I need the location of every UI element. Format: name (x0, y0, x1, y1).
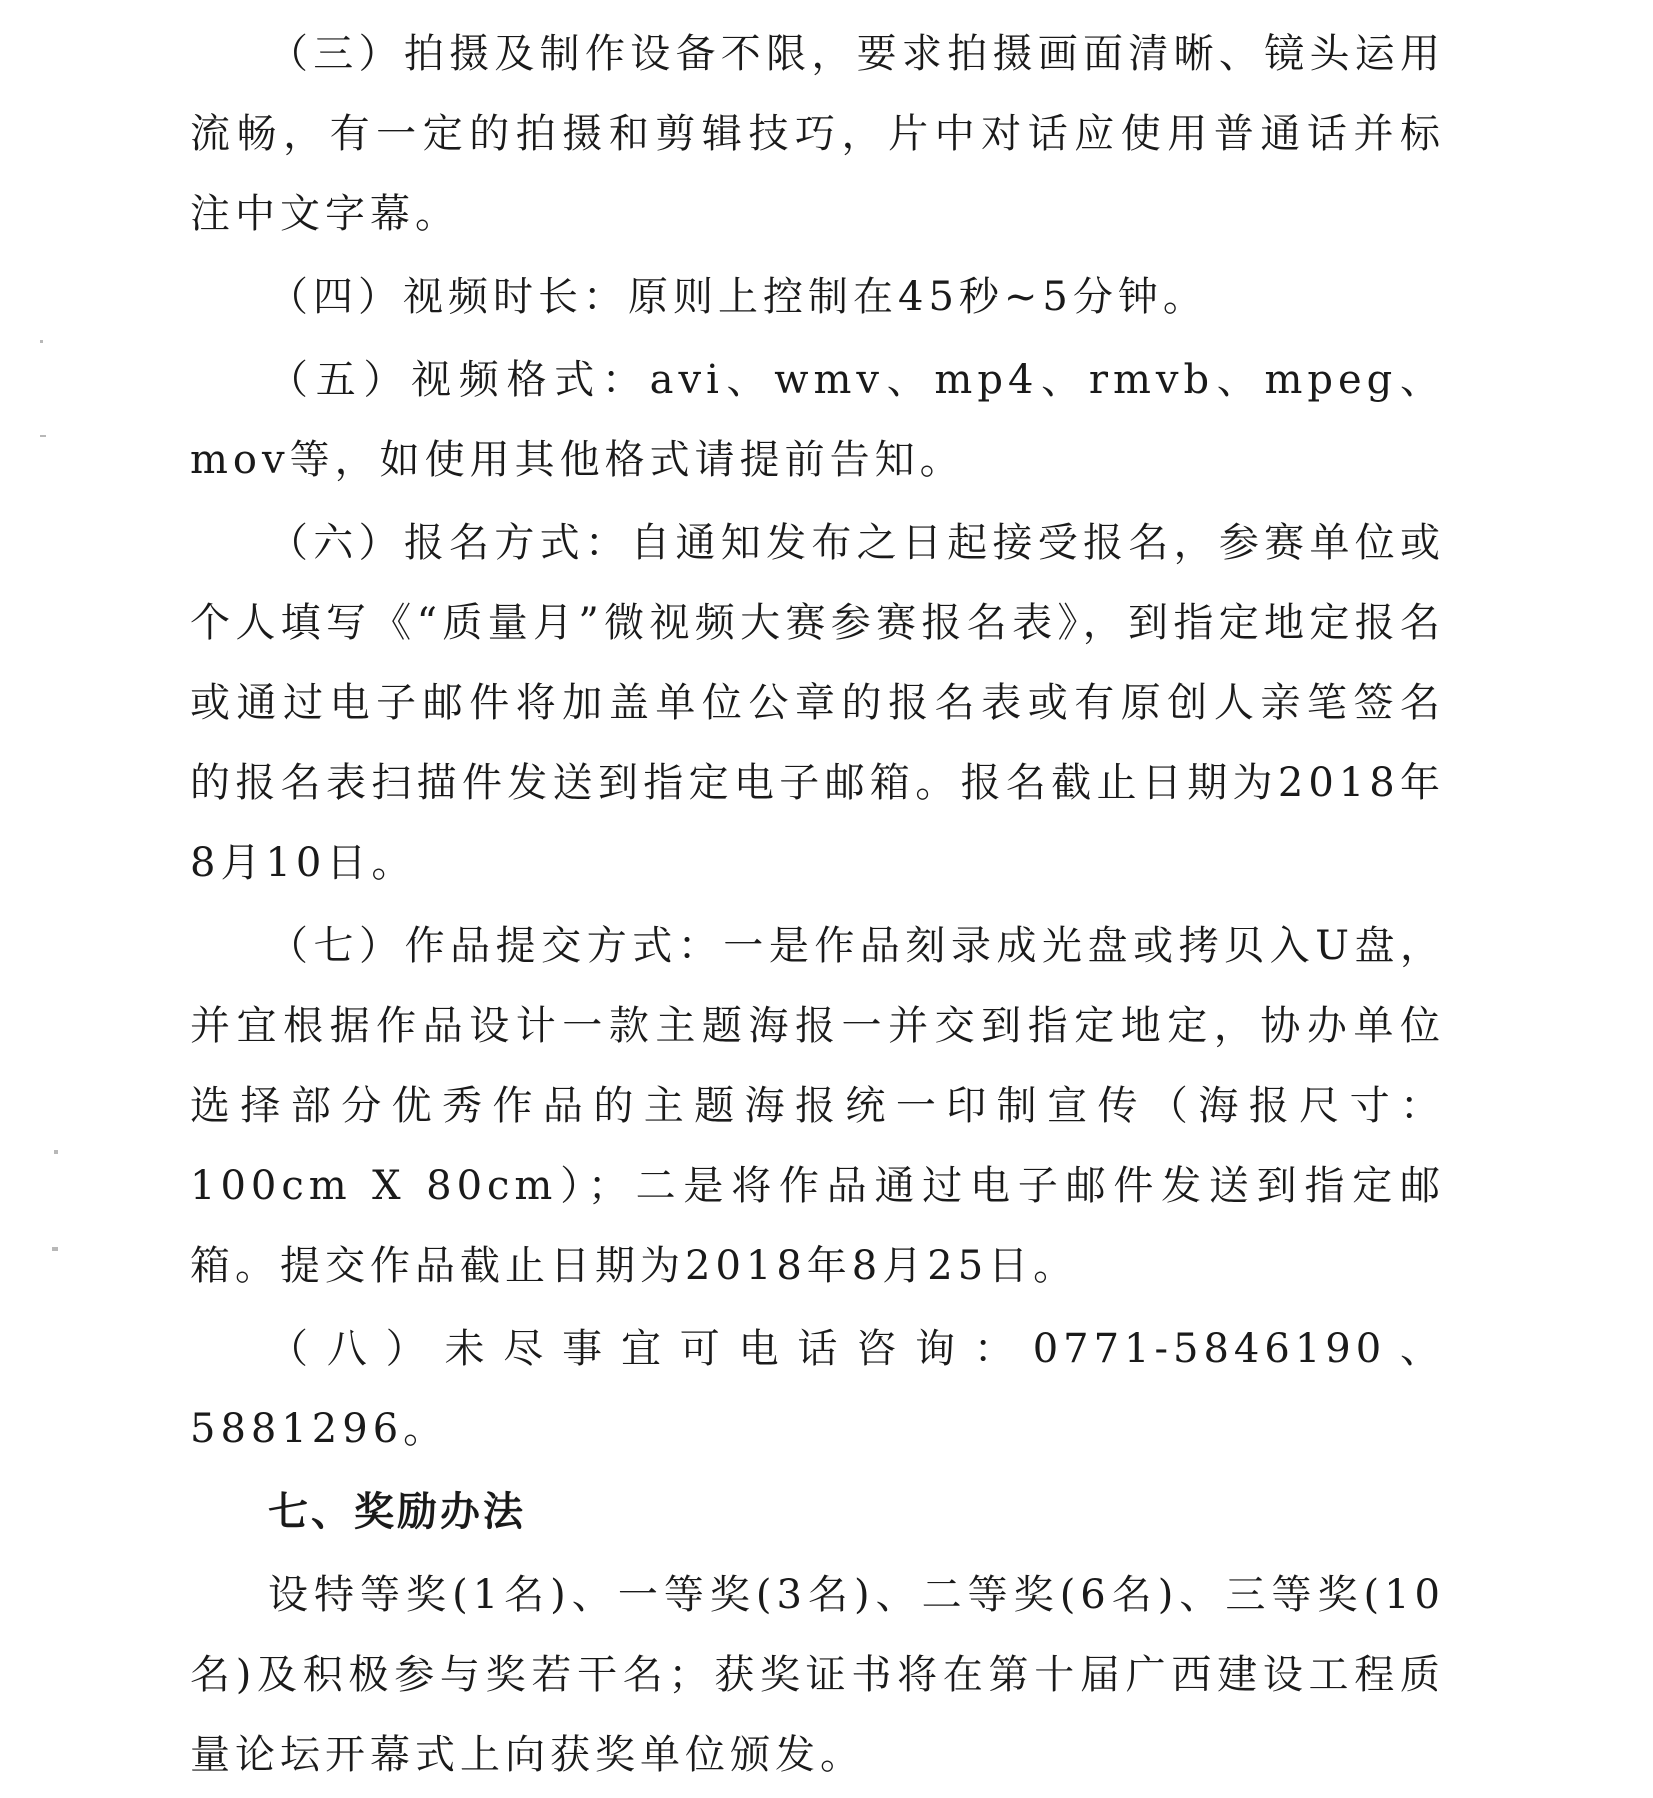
scan-artifact (40, 340, 43, 343)
scan-artifact (40, 435, 46, 437)
paragraph-contact: （八）未尽事宜可电话咨询：0771-5846190、5881296。 (190, 1326, 1445, 1452)
paragraph-format: （五）视频格式：avi、wmv、mp4、rmvb、mpeg、mov等，如使用其他格式请提前告知。 (190, 357, 1445, 483)
paragraph-registration: （六）报名方式：自通知发布之日起接受报名，参赛单位或个人填写《“质量月”微视频大赛参赛报名表》，到指定地定报名或通过电子邮件将加盖单位公章的报名表或有原创人亲笔签名的报名表扫描件发送到指定电子邮箱。报名截止日期为2018年8月10日。 (190, 520, 1445, 886)
scan-artifact (52, 1247, 58, 1251)
paragraph-submission: （七）作品提交方式：一是作品刻录成光盘或拷贝入U盘，并宜根据作品设计一款主题海报一并交到指定地定，协办单位选择部分优秀作品的主题海报统一印制宣传（海报尺寸：100cm X 80cm）；二是将作品通过电子邮件发送到指定邮箱。提交作品截止日期为2018年8月25日。 (190, 923, 1445, 1289)
paragraph-awards: 设特等奖(1名)、一等奖(3名)、二等奖(6名)、三等奖(10名)及积极参与奖若干名；获奖证书将在第十届广西建设工程质量论坛开幕式上向获奖单位颁发。 (190, 1572, 1445, 1778)
section-heading-awards: 七、奖励办法 (268, 1489, 526, 1535)
paragraph-equipment: （三）拍摄及制作设备不限，要求拍摄画面清晰、镜头运用流畅，有一定的拍摄和剪辑技巧，片中对话应使用普通话并标注中文字幕。 (190, 31, 1445, 237)
document-body (190, 14, 1445, 1798)
scan-artifact (54, 1150, 58, 1154)
paragraph-duration: （四）视频时长：原则上控制在45秒~5分钟。 (268, 274, 1208, 320)
